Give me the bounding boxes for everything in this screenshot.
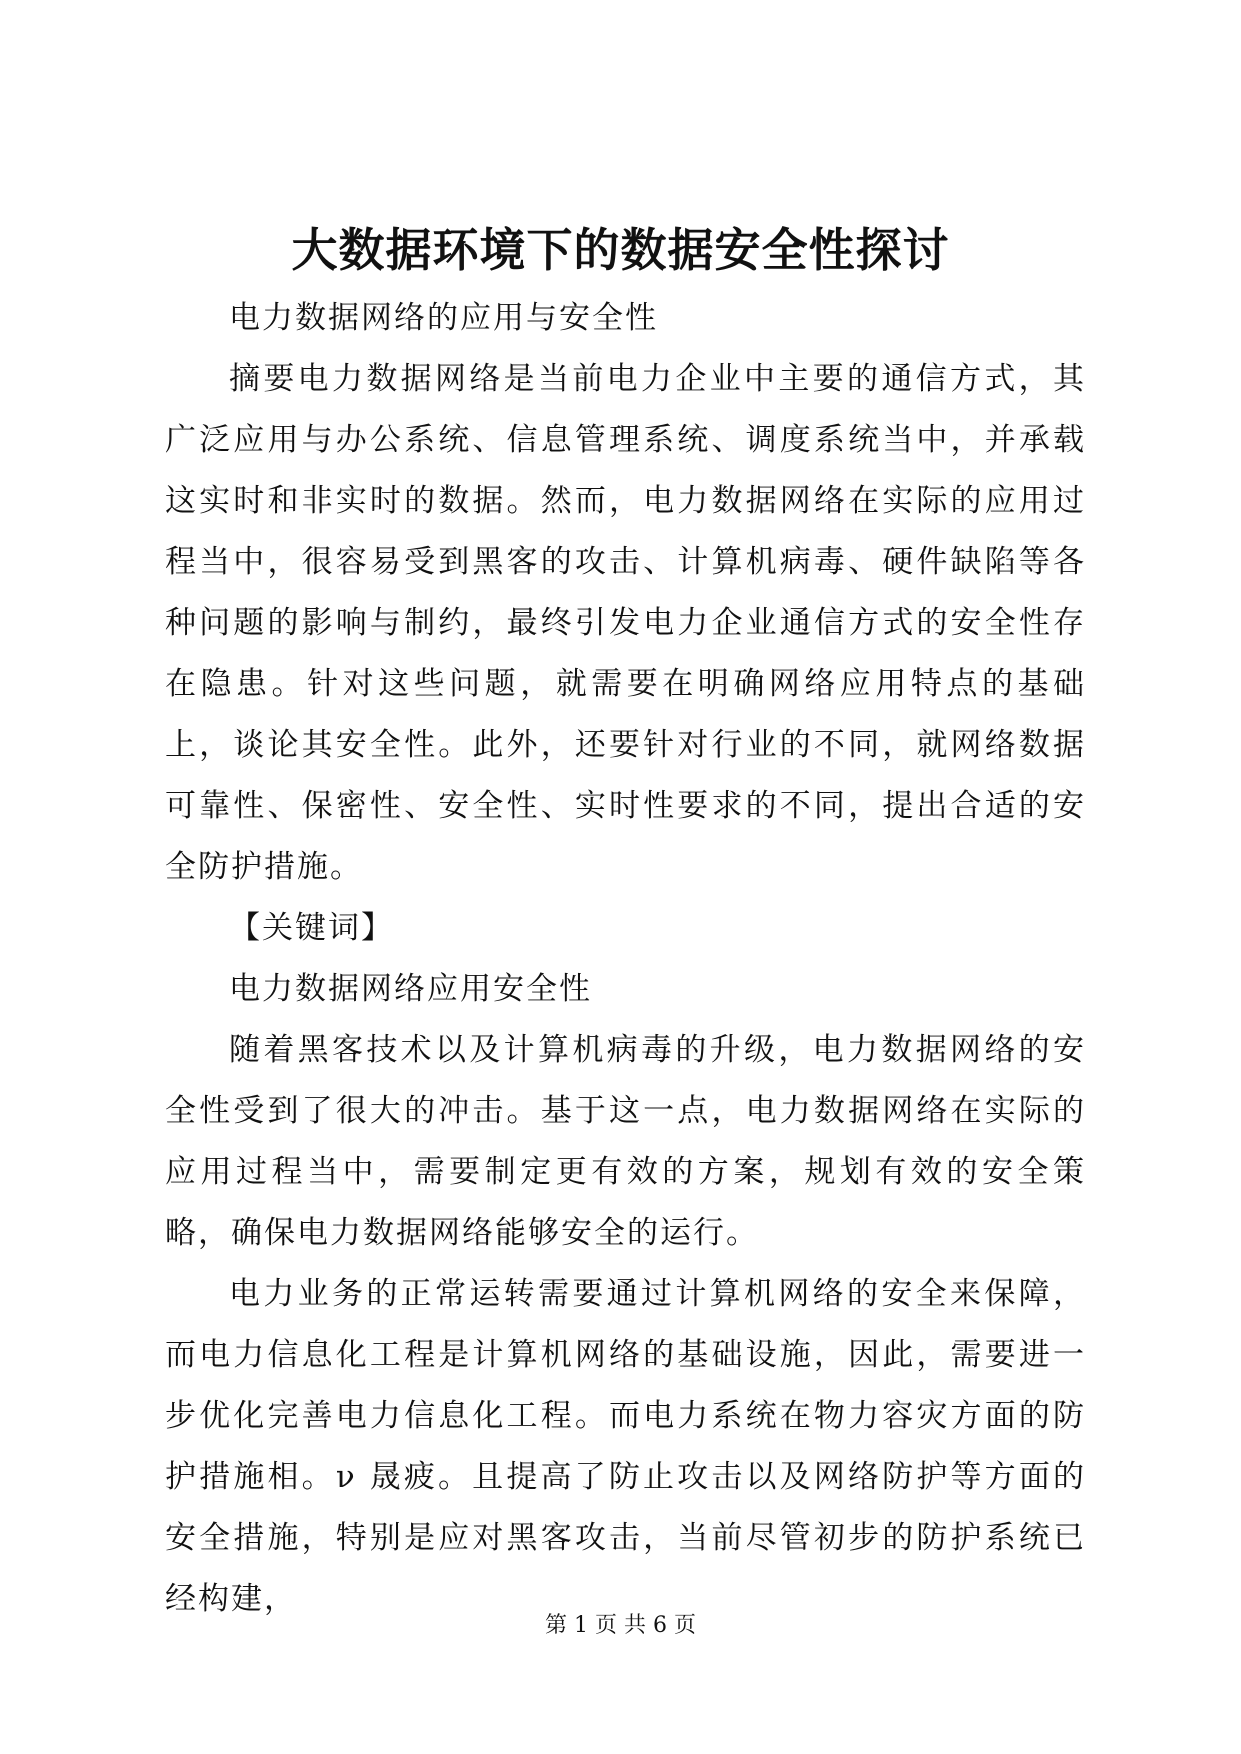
abstract-paragraph: 摘要电力数据网络是当前电力企业中主要的通信方式，其广泛应用与办公系统、信息管理系统、调度系统当中，并承载这实时和非实时的数据。然而，电力数据网络在实际的应用过程当中，很容易受到黑客的攻击、计算机病毒、硬件缺陷等各种问题的影响与制约，最终引发电力企业通信方式的安全性存在隐患。针对这些问题，就需要在明确网络应用特点的基础上，谈论其安全性。此外，还要针对行业的不同，就网络数据可靠性、保密性、安全性、实时性要求的不同，提出合适的安全防护措施。: [165, 361, 1086, 885]
subtitle-paragraph: 电力数据网络的应用与安全性: [229, 300, 658, 336]
body-paragraph: 电力业务的正常运转需要通过计算机网络的安全来保障，而电力信息化工程是计算机网络的基础设施，因此，需要进一步优化完善电力信息化工程。而电力系统在物力容灾方面的防护措施相。ν 晟疲。且提高了防止攻击以及网络防护等方面的安全措施，特别是应对黑客攻击，当前尽管初步的防护系统已经构建，: [165, 1276, 1086, 1617]
document-body: [165, 288, 1086, 1630]
keywords-heading: 【关键词】: [229, 910, 394, 946]
document-title: 大数据环境下的数据安全性探讨: [291, 223, 950, 277]
body-paragraph: 随着黑客技术以及计算机病毒的升级，电力数据网络的安全性受到了很大的冲击。基于这一点，电力数据网络在实际的应用过程当中，需要制定更有效的方案，规划有效的安全策略，确保电力数据网络能够安全的运行。: [165, 1032, 1086, 1251]
page-footer: 第 1 页 共 6 页: [545, 1613, 696, 1638]
keywords-paragraph: 电力数据网络应用安全性: [229, 971, 592, 1007]
